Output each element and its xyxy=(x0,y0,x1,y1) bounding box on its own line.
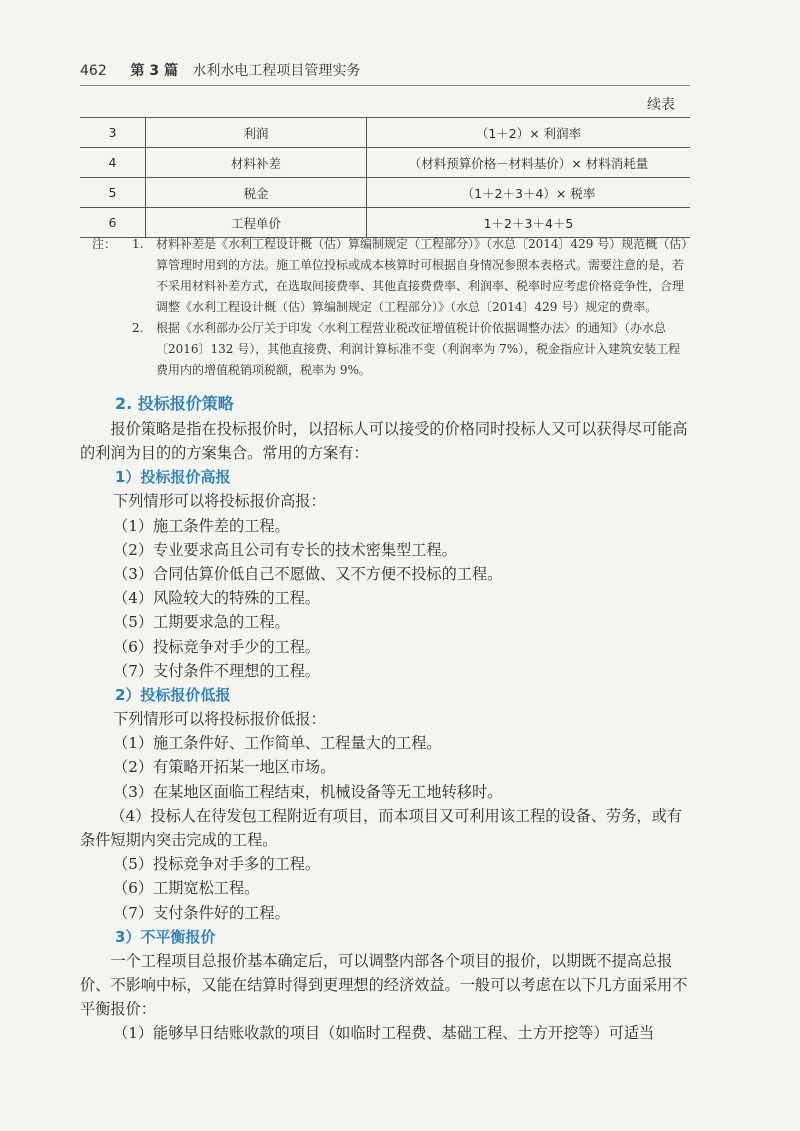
list-item: （2）有策略开拓某一地区市场。 xyxy=(113,758,336,777)
cost-formula: （1＋2＋3＋4）× 税率 xyxy=(367,178,691,208)
list-item: （7）支付条件好的工程。 xyxy=(113,903,290,922)
note-text: 材料补差是《水利工程设计概（估）算编制规定（工程部分）》（水总〔2014〕429 号）规范概（估）算管理时用到的方法。施工单位投标或成本核算时可根据自身情况参照本表格式。需要注意的是，若不采用材料补差方式，在选取间接费率、其他直接费费率、利润率、税率时应考虑价格竞争性，合理调整《水利工程设计概（估）算编制规定（工程部分）》（水总〔2014〕429 号）规定的费率。 xyxy=(156,237,688,314)
part-title: 水利水电工程项目管理实务 xyxy=(192,63,361,79)
table-notes xyxy=(92,234,690,381)
list-item: （5）工期要求急的工程。 xyxy=(113,613,290,632)
list-item: （2）专业要求高且公司有专长的技术密集型工程。 xyxy=(113,540,457,559)
list-item: （6）工期宽松工程。 xyxy=(113,879,260,898)
list-item: （1）施工条件差的工程。 xyxy=(113,516,290,535)
row-number: 4 xyxy=(80,148,146,178)
part-label: 第 3 篇 xyxy=(130,63,178,79)
note-text: 根据《水利部办公厅关于印发〈水利工程营业税改征增值税计价依据调整办法〉的通知》（办水总〔2016〕132 号），其他直接费、利润计算标准不变（利润率为 7%），税金指应计入建筑安装工程费用内的增值税销项税额，税率为 9%。 xyxy=(156,321,681,377)
main-content xyxy=(80,390,690,1046)
page-header xyxy=(80,60,690,80)
note-1 xyxy=(92,234,690,318)
row-number: 6 xyxy=(80,208,146,238)
cost-table xyxy=(80,117,690,238)
table-row xyxy=(80,118,690,148)
section-title: 2. 投标报价策略 xyxy=(115,394,234,413)
row-number: 3 xyxy=(80,118,146,148)
list-item: （5）投标竞争对手多的工程。 xyxy=(113,855,321,874)
list-lead: 下列情形可以将投标报价低报： xyxy=(113,710,326,729)
note-lead: 注： xyxy=(92,237,117,251)
list-item: （7）支付条件不理想的工程。 xyxy=(113,661,321,680)
header-divider xyxy=(80,85,690,86)
page-number: 462 xyxy=(80,63,107,79)
note-number: 2. xyxy=(132,321,144,335)
list-item: （3）合同估算价低自己不愿做、又不方便不投标的工程。 xyxy=(113,565,503,584)
cost-item: 税金 xyxy=(146,178,367,208)
table-continued-label: 续表 xyxy=(647,97,675,113)
subsection-title-low: 2）投标报价低报 xyxy=(115,686,231,705)
list-item: （1）施工条件好、工作简单、工程量大的工程。 xyxy=(113,734,442,753)
note-2 xyxy=(92,318,690,381)
table-row xyxy=(80,208,690,238)
cost-formula: （材料预算价格－材料基价）× 材料消耗量 xyxy=(367,148,691,178)
cost-formula: 1＋2＋3＋4＋5 xyxy=(367,208,691,238)
note-number: 1. xyxy=(132,237,144,251)
list-item: （3）在某地区面临工程结束，机械设备等无工地转移时。 xyxy=(113,782,503,801)
list-item: （4）风险较大的特殊的工程。 xyxy=(113,589,321,608)
intro-paragraph: 报价策略是指在投标报价时，以招标人可以接受的价格同时投标人又可以获得尽可能高的利润为目的的方案集合。常用的方案有： xyxy=(80,420,688,463)
cost-item: 工程单价 xyxy=(146,208,367,238)
cost-item: 利润 xyxy=(146,118,367,148)
subsection-title-unbalanced: 3）不平衡报价 xyxy=(115,927,216,946)
subsection-title-high: 1）投标报价高报 xyxy=(115,468,231,487)
table-row xyxy=(80,178,690,208)
list-item: （4）投标人在待发包工程附近有项目，而本项目又可利用该工程的设备、劳务，或有条件短期内突击完成的工程。 xyxy=(80,806,682,850)
list-item: （1）能够早日结账收款的项目（如临时工程费、基础工程、土方开挖等）可适当 xyxy=(113,1024,655,1043)
cost-formula: （1＋2）× 利润率 xyxy=(367,118,691,148)
table-row xyxy=(80,148,690,178)
row-number: 5 xyxy=(80,178,146,208)
cost-item: 材料补差 xyxy=(146,148,367,178)
list-lead: 下列情形可以将投标报价高报： xyxy=(113,492,326,511)
list-item: （6）投标竞争对手少的工程。 xyxy=(113,637,321,656)
unbalanced-paragraph: 一个工程项目总报价基本确定后，可以调整内部各个项目的报价，以期既不提高总报价、不影响中标，又能在结算时得到更理想的经济效益。一般可以考虑在以下几方面采用不平衡报价： xyxy=(80,951,688,1019)
